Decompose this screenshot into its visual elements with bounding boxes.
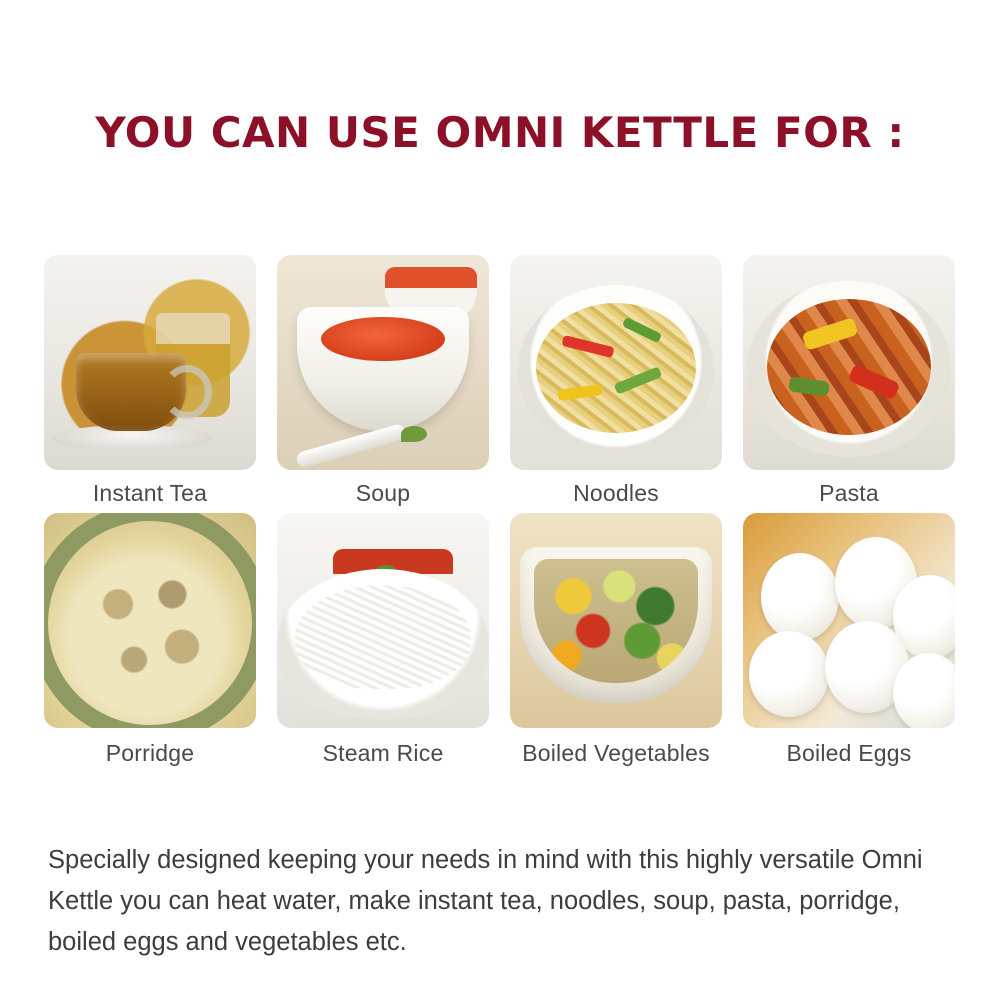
- egg-shape: [893, 653, 955, 728]
- use-case-item-instant-tea: [44, 255, 256, 507]
- boiled-vegetables-photo: [510, 513, 722, 728]
- use-case-label: Pasta: [819, 480, 879, 506]
- instant-tea-photo: [44, 255, 256, 470]
- tomato-soup-shape: [321, 317, 445, 361]
- noodle-strands-shape: [536, 303, 696, 433]
- steam-rice-photo: [277, 513, 489, 728]
- use-case-item-boiled-eggs: [743, 513, 955, 767]
- use-case-label: Boiled Eggs: [786, 740, 912, 766]
- use-case-label: Noodles: [573, 480, 659, 506]
- use-case-label: Steam Rice: [322, 740, 444, 766]
- egg-shape: [761, 553, 839, 641]
- soup-photo: [277, 255, 489, 470]
- product-description: Specially designed keeping your needs in mind with this highly versatile Omni Kettle you can heat water, make instant tea, noodles, soup, pasta, porridge, boiled eggs and vegetables etc.: [48, 846, 923, 956]
- use-case-item-steam-rice: [277, 513, 489, 767]
- use-case-label: Instant Tea: [92, 480, 208, 506]
- noodles-photo: [510, 255, 722, 470]
- use-case-label: Porridge: [105, 740, 195, 766]
- page-title: YOU CAN USE OMNI KETTLE FOR :: [95, 108, 905, 157]
- porridge-photo: [44, 513, 256, 728]
- use-case-label: Soup: [355, 480, 411, 506]
- use-case-item-noodles: [510, 255, 722, 507]
- spoon-shape: [295, 423, 407, 469]
- use-case-grid: [44, 255, 956, 767]
- boiled-eggs-photo: [743, 513, 955, 728]
- pasta-photo: [743, 255, 955, 470]
- porridge-pan-rim-shape: [44, 513, 256, 728]
- use-case-item-porridge: [44, 513, 256, 767]
- tea-cup-shape: [76, 353, 186, 431]
- steamed-rice-shape: [295, 585, 471, 689]
- use-case-item-soup: [277, 255, 489, 507]
- mint-leaf-shape: [401, 426, 427, 442]
- use-case-label: Boiled Vegetables: [522, 740, 710, 766]
- use-case-item-pasta: [743, 255, 955, 507]
- use-case-item-boiled-vegetables: [510, 513, 722, 767]
- egg-shape: [749, 631, 829, 717]
